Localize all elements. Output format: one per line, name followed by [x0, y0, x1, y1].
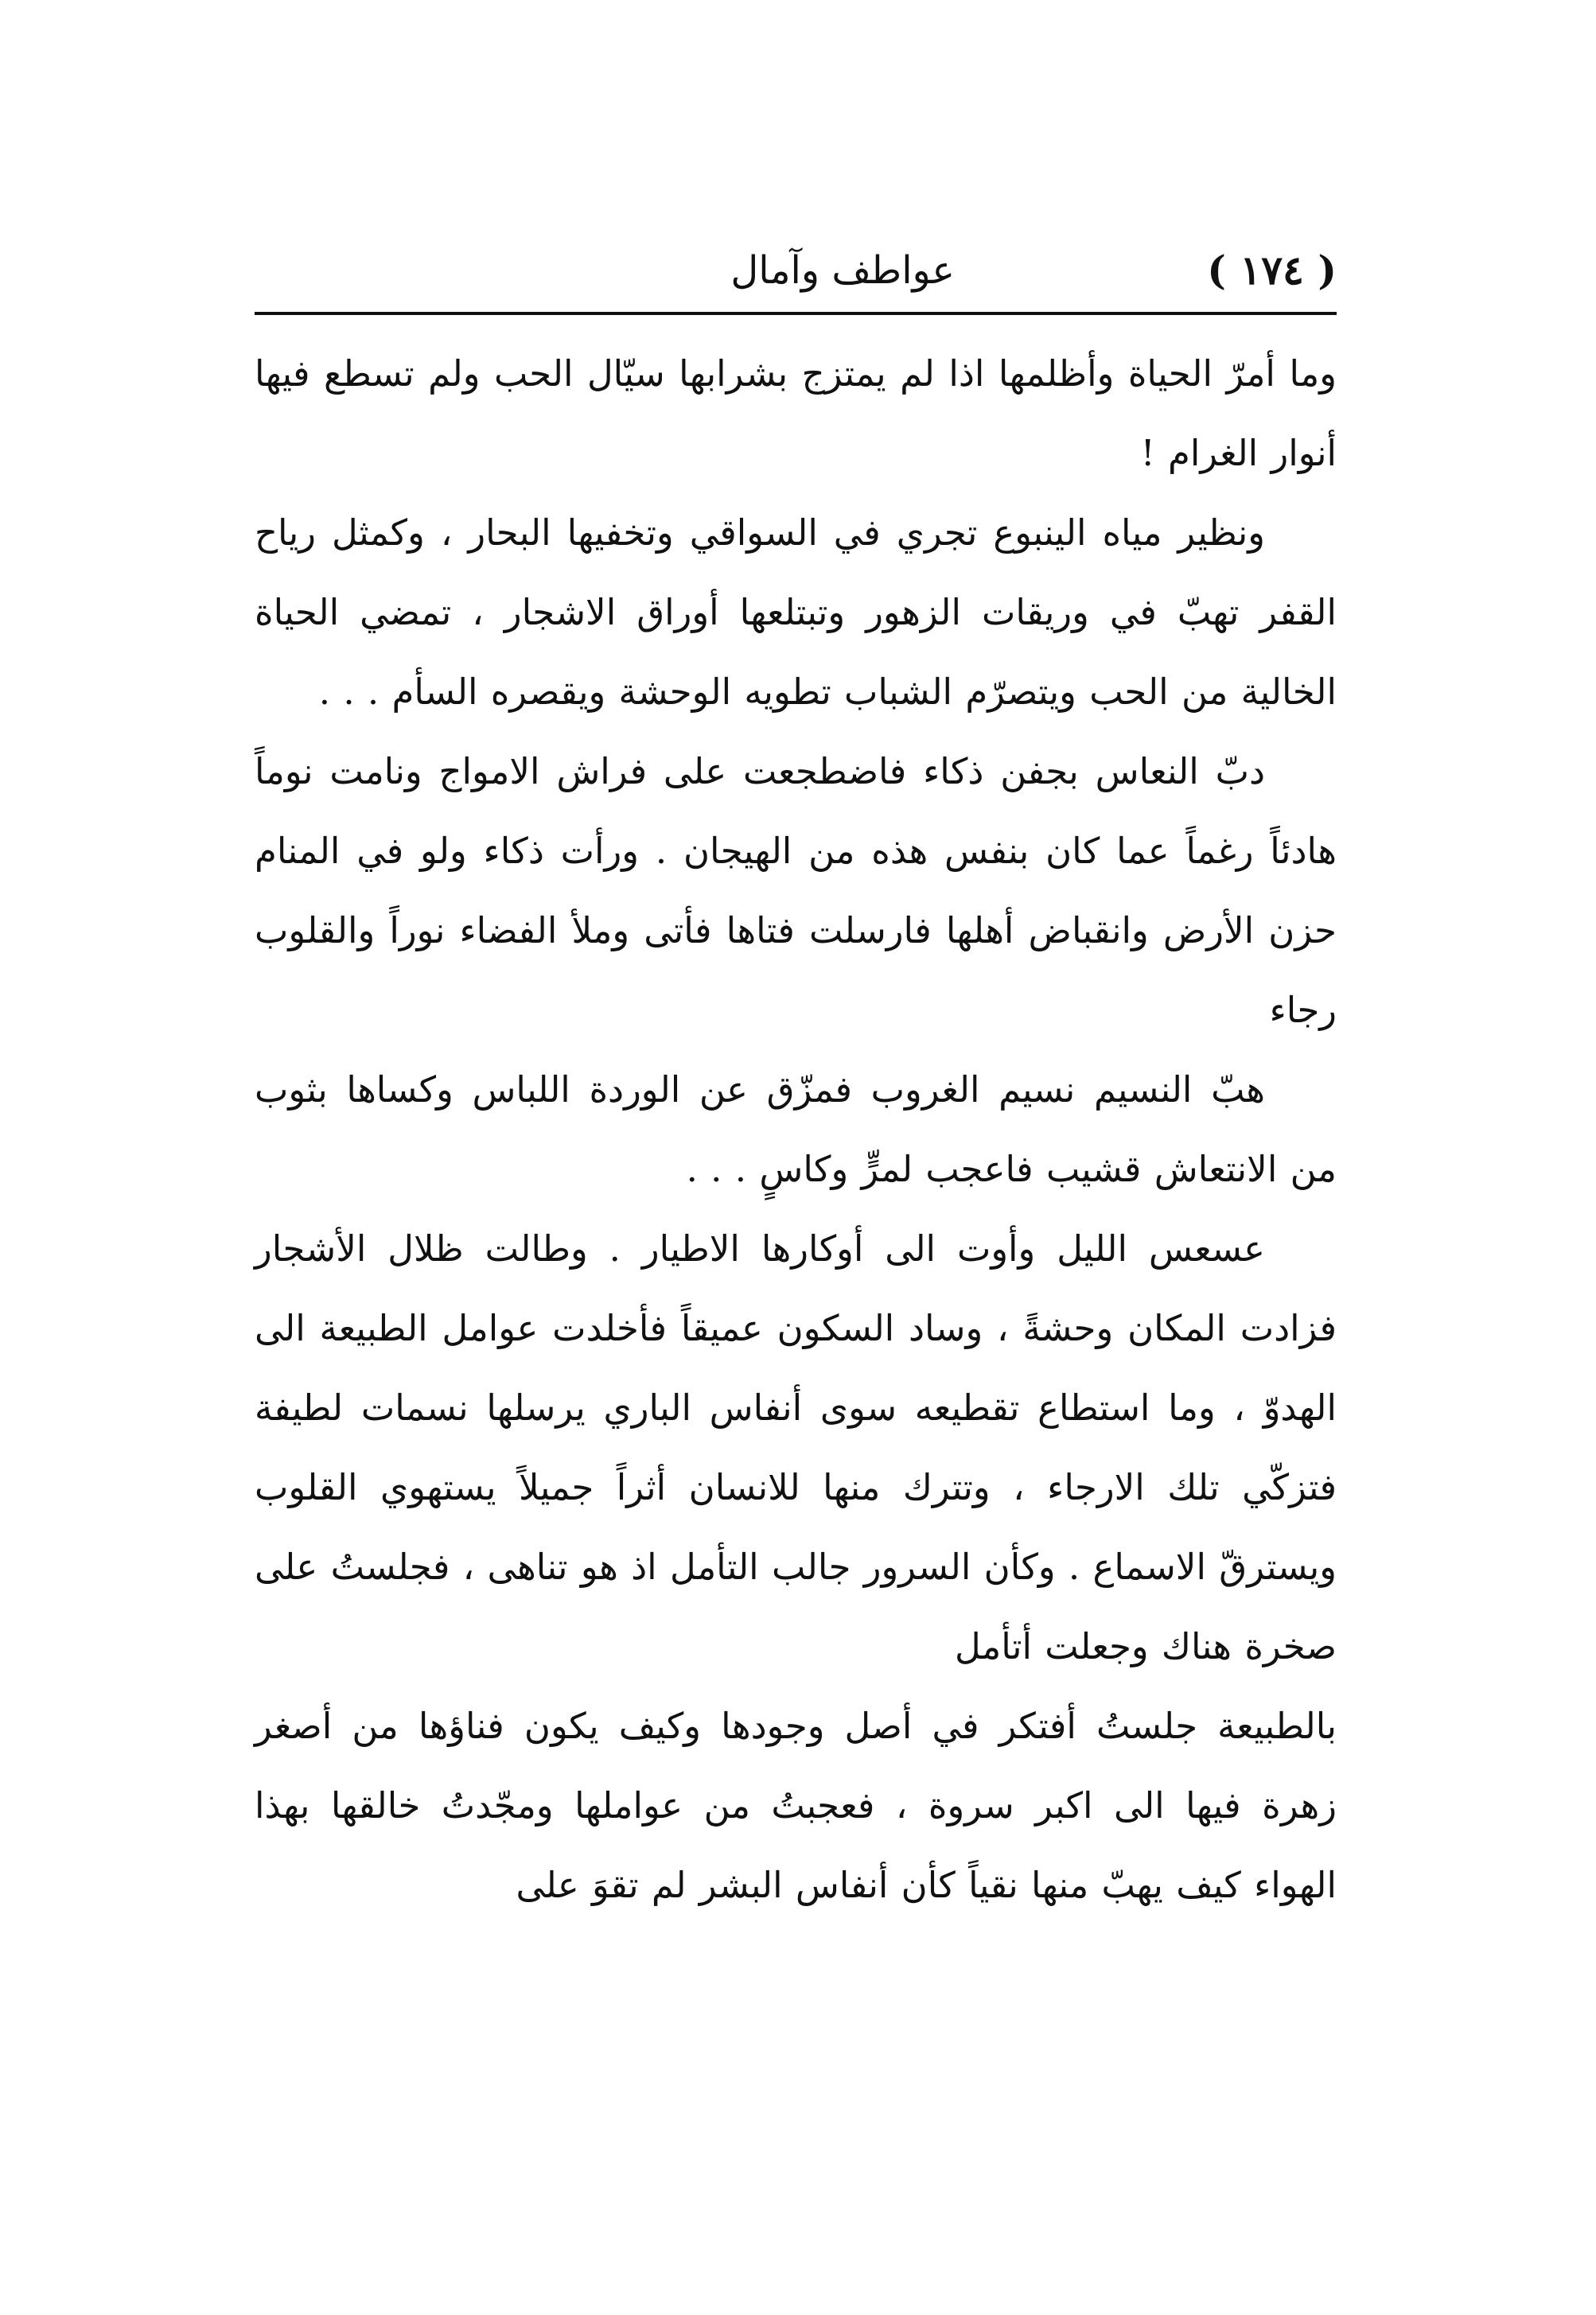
paragraph-3: دبّ النعاس بجفن ذكاء فاضطجعت على فراش الامواج ونامت نوماً هادئاً رغماً عما كان بنفس هذه من الهيجان . ورأت ذكاء ولو في المنام حزن الأرض وانقباض أهلها فارسلت فتاها فأتى وملأ الفضاء نوراً والقلوب رجاء [255, 750, 1337, 1031]
page-number: ( ١٧٤ ) [1207, 247, 1337, 294]
paragraph-6: بالطبيعة جلستُ أفتكر في أصل وجودها وكيف يكون فناؤها من أصغر زهرة فيها الى اكبر سروة ، فعجبتُ من عواملها ومجّدتُ خالقها بهذا الهواء كيف يهبّ منها نقياً كأن أنفاس البشر لم تقوَ على [255, 1705, 1337, 1906]
header-divider [255, 312, 1337, 315]
paragraph-2: ونظير مياه الينبوع تجري في السواقي وتخفيها البحار ، وكمثل رياح القفر تهبّ في وريقات الزهور وتبتلعها أوراق الاشجار ، تمضي الحياة الخالية من الحب ويتصرّم الشباب تطويه الوحشة ويقصره السأم . . . [255, 512, 1337, 713]
body-text [255, 334, 1337, 1925]
paragraph-1: وما أمرّ الحياة وأظلمها اذا لم يمتزج بشرابها سيّال الحب ولم تسطع فيها أنوار الغرام ! [255, 352, 1337, 474]
running-title: عواطف وآمال [730, 248, 955, 293]
paragraph-4: هبّ النسيم نسيم الغروب فمزّق عن الوردة اللباس وكساها بثوب من الانتعاش قشيب فاعجب لمرٍّ وكاسٍ . . . [255, 1068, 1337, 1190]
paragraph-5: عسعس الليل وأوت الى أوكارها الاطيار . وطالت ظلال الأشجار فزادت المكان وحشةً ، وساد السكون عميقاً فأخلدت عوامل الطبيعة الى الهدوّ ، وما استطاع تقطيعه سوى أنفاس الباري يرسلها نسمات لطيفة فتزكّي تلك الارجاء ، وتترك منها للانسان أثراً جميلاً يستهوي القلوب ويسترقّ الاسماع . وكأن السرور جالب التأمل اذ هو تناهى ، فجلستُ على صخرة هناك وجعلت أتأمل [255, 1228, 1337, 1667]
page-header [255, 239, 1337, 302]
